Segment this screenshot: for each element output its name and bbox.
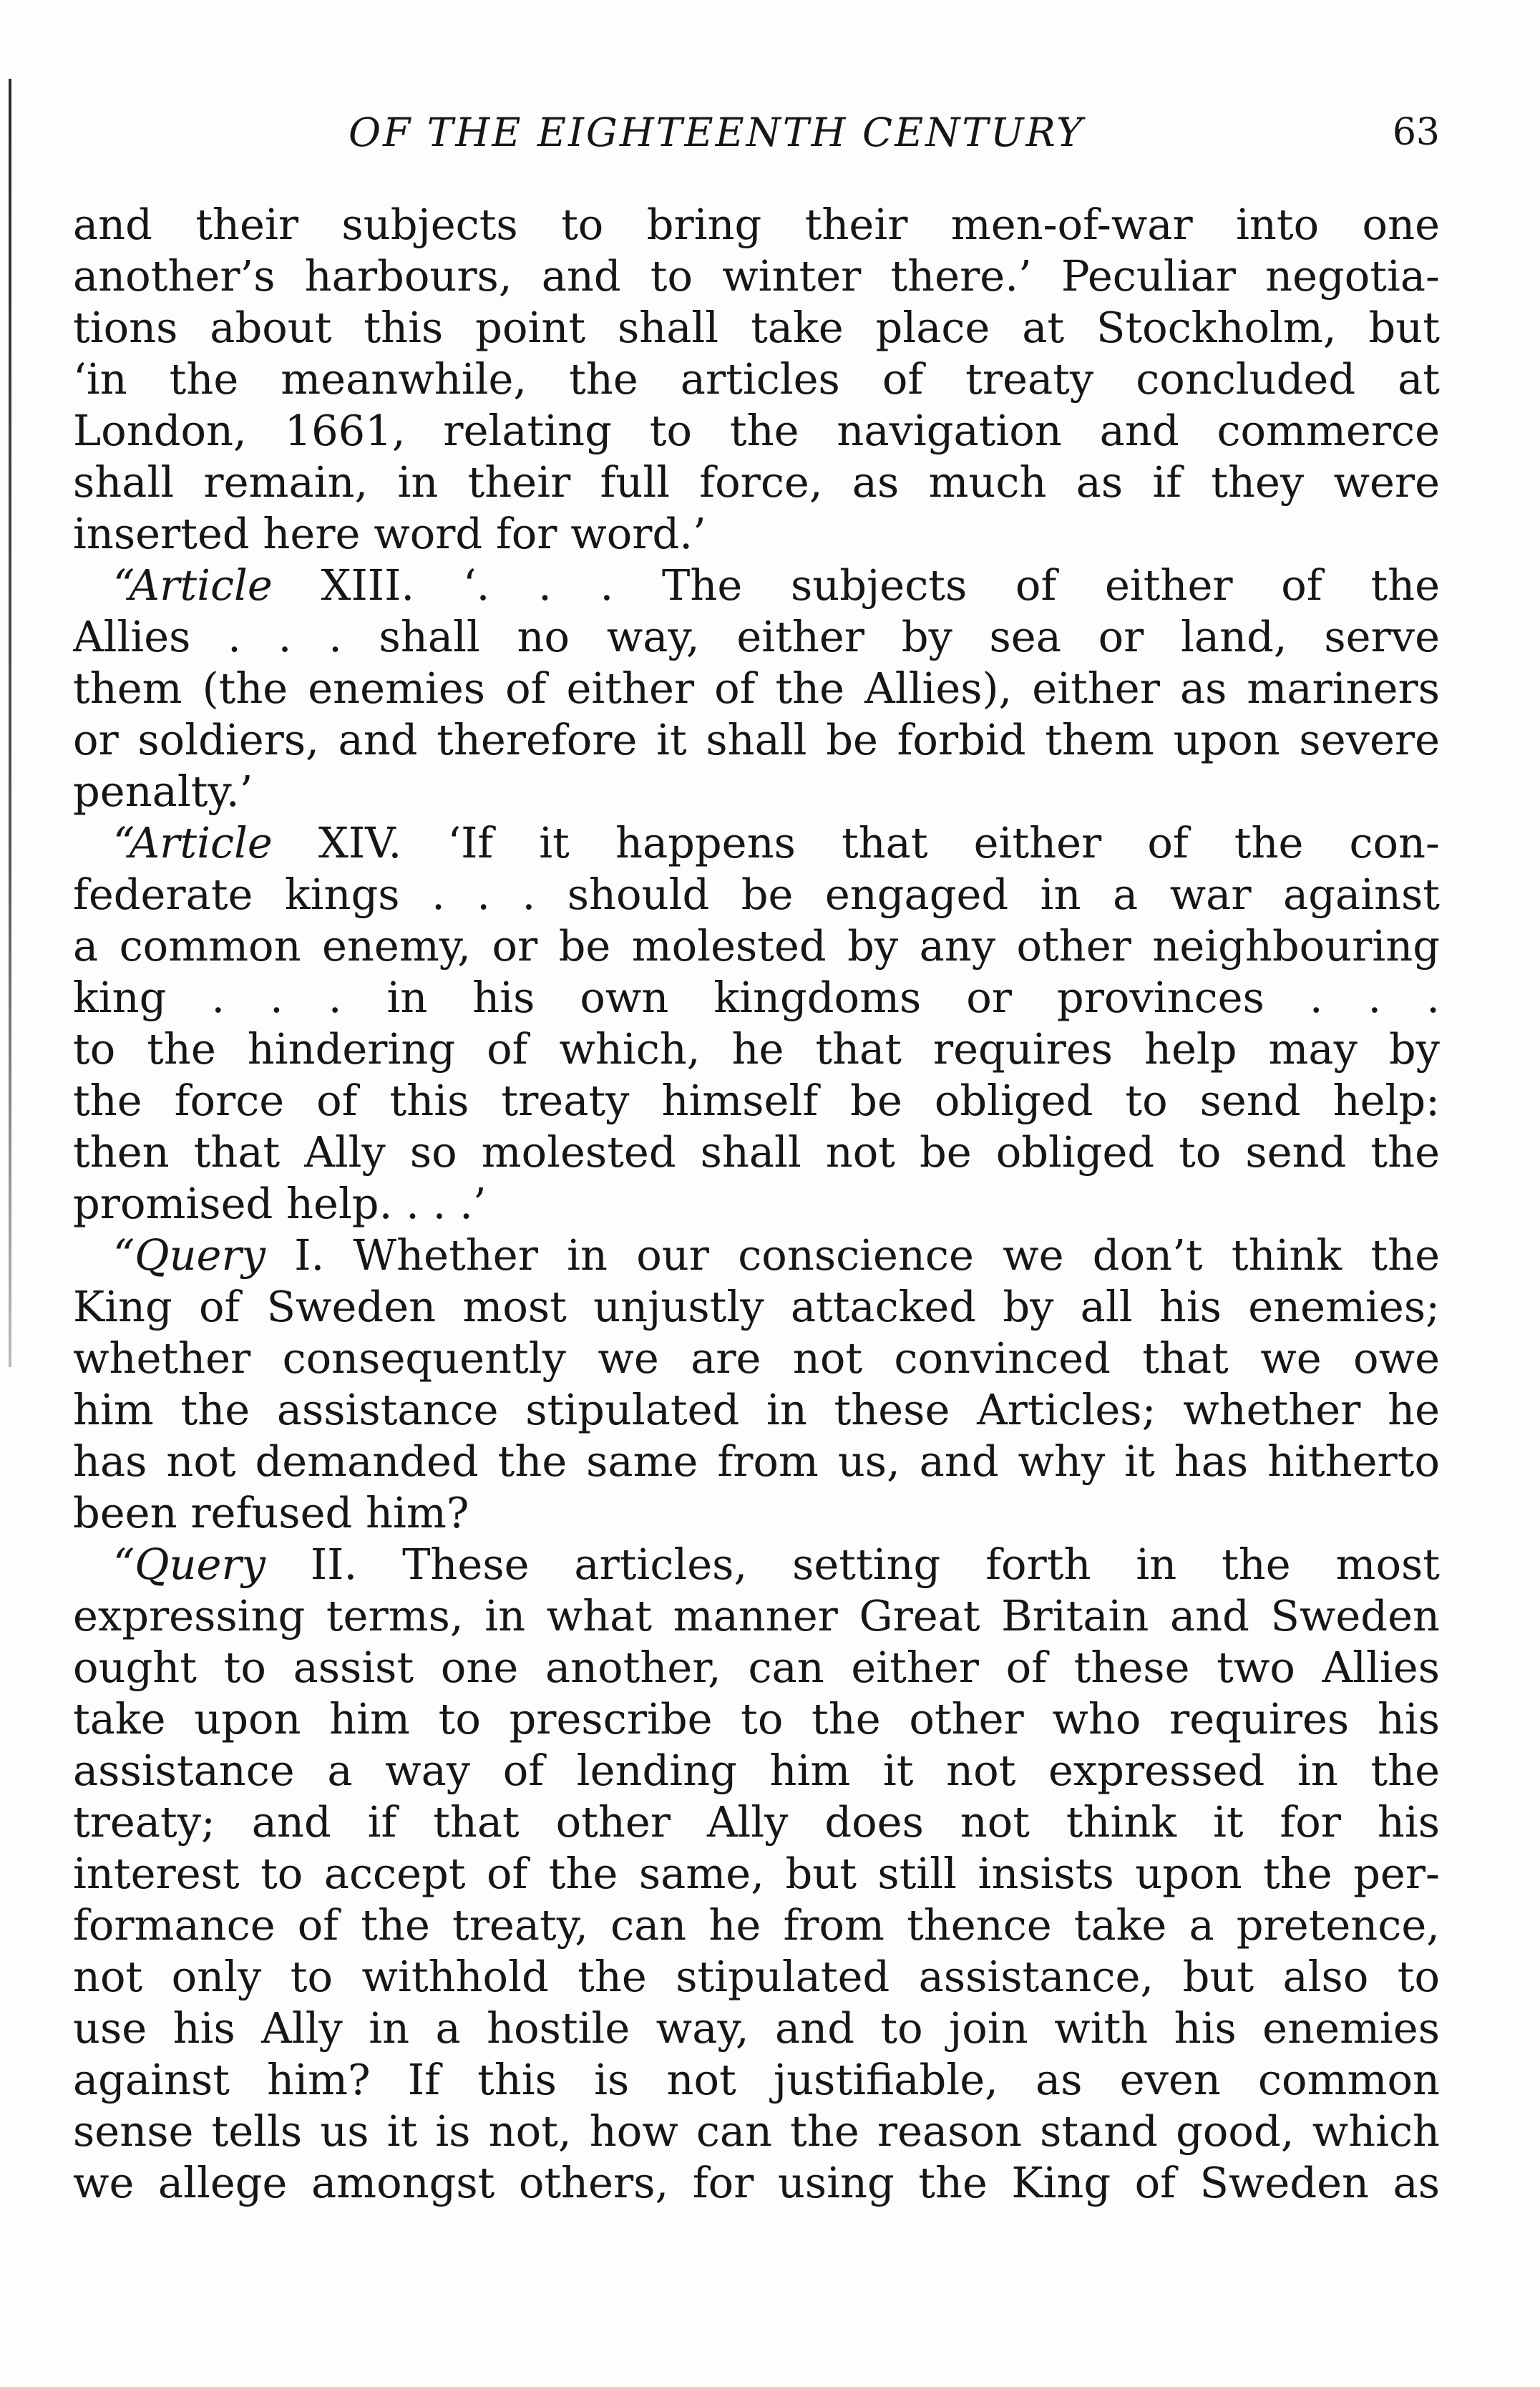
line-text: II. These articles, setting forth in the most [265, 1540, 1440, 1589]
text-line: to the hindering of which, he that requires help may by [73, 1024, 1440, 1074]
text-line: formance of the treaty, can he from thence take a pretence, [73, 1900, 1440, 1950]
text-line: assistance a way of lending him it not expressed in the [73, 1746, 1440, 1795]
text-line: them (the enemies of either of the Allies), either as mariners [73, 663, 1440, 713]
line-text: XIV. ‘If it happens that either of the con- [272, 818, 1440, 867]
text-line: interest to accept of the same, but still insists upon the per- [73, 1849, 1440, 1898]
text-line: we allege amongst others, for using the King of Sweden as [73, 2158, 1440, 2207]
page-header [73, 107, 1440, 157]
text-line: king . . . in his own kingdoms or provinces . . . [73, 973, 1440, 1022]
article-label: “Article [113, 560, 273, 610]
text-line: sense tells us it is not, how can the reason stand good, which [73, 2106, 1440, 2156]
text-line: and their subjects to bring their men-of-war into one [73, 200, 1440, 249]
text-line: the force of this treaty himself be obliged to send help: [73, 1076, 1440, 1125]
text-line: take upon him to prescribe to the other who requires his [73, 1694, 1440, 1744]
text-line: against him? If this is not justifiable, as even common [73, 2055, 1440, 2104]
text-line: then that Ally so molested shall not be obliged to send the [73, 1127, 1440, 1177]
text-line: ought to assist one another, can either of these two Allies [73, 1643, 1440, 1692]
text-line: tions about this point shall take place at Stockholm, but [73, 303, 1440, 352]
text-line: treaty; and if that other Ally does not think it for his [73, 1797, 1440, 1847]
text-line: ‘in the meanwhile, the articles of treaty concluded at [73, 354, 1440, 404]
text-line: shall remain, in their full force, as much as if they were [73, 457, 1440, 507]
line-text: I. Whether in our conscience we don’t think the [265, 1230, 1440, 1280]
text-line: a common enemy, or be molested by any other neighbouring [73, 921, 1440, 971]
text-line: expressing terms, in what manner Great Britain and Sweden [73, 1591, 1440, 1640]
running-title: OF THE EIGHTEENTH CENTURY [349, 110, 1085, 155]
page-number: 63 [1392, 111, 1440, 154]
line-text: XIII. ‘. . . The subjects of either of the [272, 560, 1440, 610]
query-label: “Query [113, 1540, 265, 1589]
paragraph-first-line [73, 1539, 1440, 1590]
paragraph-first-line [73, 817, 1440, 869]
text-line: federate kings . . . should be engaged in a war against [73, 870, 1440, 919]
text-line: inserted here word for word.’ [73, 509, 706, 558]
text-line: promised help. . . .’ [73, 1179, 487, 1228]
text-line: King of Sweden most unjustly attacked by all his enemies; [73, 1282, 1440, 1331]
text-line: or soldiers, and therefore it shall be forbid them upon severe [73, 715, 1440, 764]
query-label: “Query [113, 1230, 265, 1280]
text-line: penalty.’ [73, 767, 253, 816]
text-line: been refused him? [73, 1488, 469, 1537]
text-line: whether consequently we are not convinced that we owe [73, 1333, 1440, 1383]
paragraph-first-line [73, 560, 1440, 611]
text-line: London, 1661, relating to the navigation and commerce [73, 406, 1440, 455]
article-label: “Article [113, 818, 273, 867]
paragraph-first-line [73, 1230, 1440, 1281]
text-line: another’s harbours, and to winter there.’ Peculiar negotia- [73, 251, 1440, 301]
body-text [73, 199, 1440, 2209]
text-line: not only to withhold the stipulated assistance, but also to [73, 1952, 1440, 2001]
text-line: has not demanded the same from us, and why it has hitherto [73, 1436, 1440, 1486]
text-line: use his Ally in a hostile way, and to join with his enemies [73, 2003, 1440, 2053]
page-edge-shadow [9, 79, 11, 1367]
text-line: him the assistance stipulated in these Articles; whether he [73, 1385, 1440, 1434]
text-line: Allies . . . shall no way, either by sea or land, serve [73, 612, 1440, 661]
